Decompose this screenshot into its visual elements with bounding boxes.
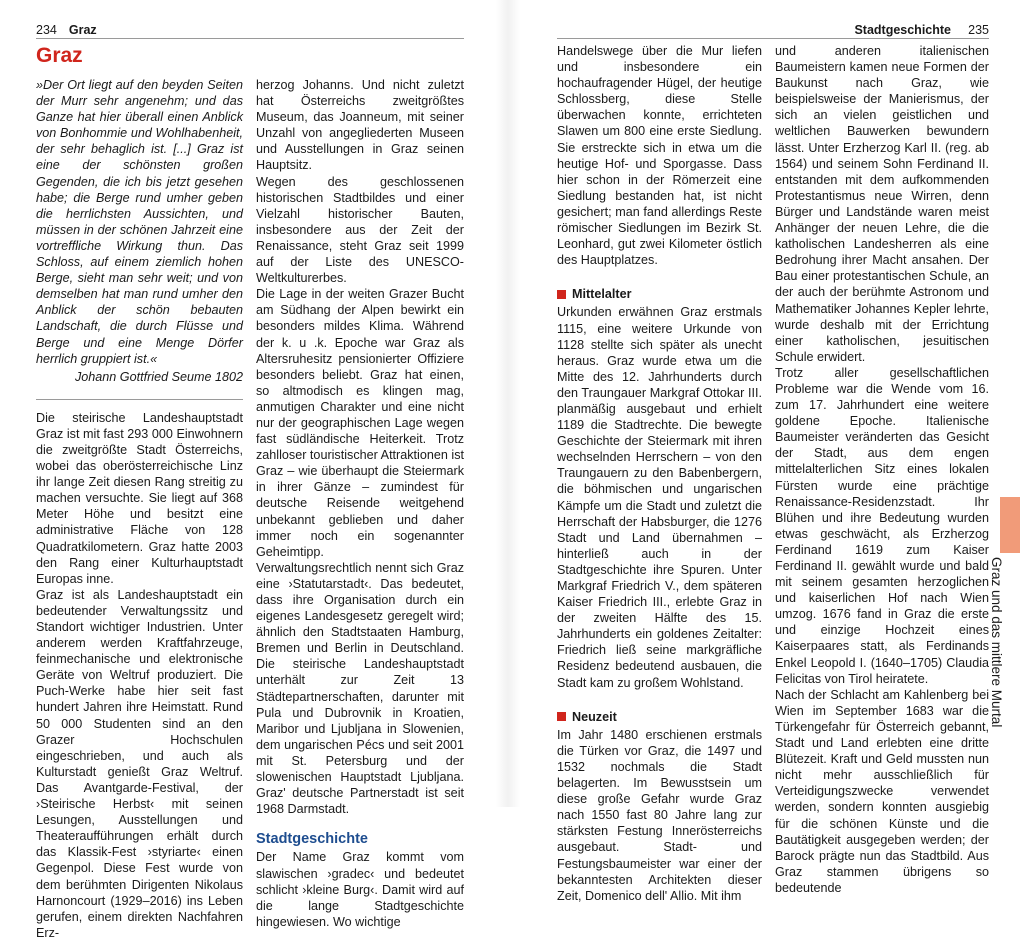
red-square-bullet-icon xyxy=(557,712,566,721)
body-paragraph: Trotz aller gesellschaftlichen Probleme war die Wende vom 16. zum 17. Jahrhundert eine weitere goldene Epoche. Italienische Baumeister veränderten das Gesicht der Stadt, aus dem engen mittelalterlichen Sitz eines lokalen Fürsten wurde eine prächtige Renaissance-Residenzstadt. Ihr Blühen und ihre Bedeutung wurden etwas geschwächt, als Erzherzog Ferdinand 1619 zum Kaiser Ferdinand II. gewählt wurde und bald mit seinem gesamten herzoglichen und kaiserlichen Hof nach Wien umzog. 1676 fand in Graz die erste und einzige Hochzeit eines Kaiserpaares statt, als Ferdinands Enkel Leopold I. (1640–1705) Claudia Felicitas von Tirol heiratete. xyxy=(775,365,989,686)
book-gutter xyxy=(496,0,520,807)
body-paragraph: Nach der Schlacht am Kahlenberg bei Wien im September 1683 war die Türkengefahr für Österreich gebannt, Stadt und Land erlebten eine dritte Blütezeit. Kraft und Geld mussten nun nicht mehr ausschließlich für Verteidigungszwecke verwendet werden, sondern konnten ausgiebig für die schönen Künste und die Bautätigkeit ausgegeben werden; der Barock prägte nun das Stadtbild. Aus Graz stammen übrigens so bedeutende xyxy=(775,687,989,895)
section-heading-neuzeit: Neuzeit xyxy=(557,709,762,725)
left-column-2 xyxy=(256,77,464,930)
left-running-title: Graz xyxy=(68,23,97,37)
right-page-number: 235 xyxy=(968,23,989,37)
epigraph-divider xyxy=(36,399,243,400)
body-paragraph: Handelswege über die Mur liefen und insbesondere ein hochaufragender Hügel, der heutige Schlossberg, diese Stelle überwachen konnte, errichteten Slawen um 800 eine erste Siedlung. Sie erstreckte sich in etwa um die heutige Hof- und Sporgasse. Dass hier schon in der Römerzeit eine Siedlung bestanden hat, ist nicht gesichert; man fand allerdings Reste römischer Siedlungen im Bezirk St. Leonhard, gut zwei Kilometer östlich des Hauptplatzes. xyxy=(557,44,762,268)
body-paragraph: Verwaltungsrechtlich nennt sich Graz eine ›Statutarstadt‹. Das bedeutet, dass ihre Organisation durch ein eigenes Landesgesetz geregelt wird; ähnlich den Stadtstaaten Hamburg, Bremen und Berlin in Deutschland. Die steirische Landeshauptstadt unterhält zur Zeit 13 Städtepartnerschaften, darunter mit Pula und Dubrovnik in Kroatien, Maribor und Ljubljana in Slowenien, dem ungarischen Pécs und seit 2001 mit St. Petersburg und der slowenischen Hauptstadt Ljubljana. Graz' deutsche Partnerstadt ist seit 1968 Darmstadt. xyxy=(256,560,464,817)
epigraph-quote: »Der Ort liegt auf den beyden Seiten der Murr sehr angenehm; und das Ganze hat hier überall einen Anblick von Bonhommie und Wohlhabenheit, der sehr behaglich ist. [...] Graz ist eine der schönsten großen Gegenden, die ich bis jetzt gesehen habe; die Berge rund umher geben die herrlichsten Aussichten, und müssen in der schönen Jahrzeit eine vortreffliche Wirkung thun. Das Schloss, auf einem ziemlich hohen Berge, sieht man sehr weit; und von demselben hat man rund umher den Anblick der schön bebauten Landschaft, die durch Flüsse und Berge und eine Menge Dörfer herrlich gruppiert ist.« xyxy=(36,78,243,366)
right-column-1 xyxy=(557,43,762,904)
chapter-side-label xyxy=(984,557,1020,727)
body-paragraph: Die steirische Landeshauptstadt Graz ist mit fast 293 000 Einwohnern die zweitgrößte Stadt Österreichs, wobei das oberösterreichische Linz ihr lange Zeit diesen Rang streitig zu machen versuchte. Sie liegt auf 368 Meter Höhe und besitzt eine administrative Fläche von 128 Quadratkilometern. Graz hatte 2003 den Rang einer Kulturhauptstadt Europas inne. xyxy=(36,410,243,586)
body-paragraph: Graz ist als Landeshauptstadt ein bedeutender Verwaltungssitz und Standort wichtiger Industrien. Unter anderem werden Kraftfahrzeuge, feinmechanische und elektronische Geräte von Weltruf produziert. Die Puch-Werke habe hier seit fast hundert Jahren ihre Heimstatt. Rund 50 000 Studenten sind an den Grazer Hochschulen eingeschrieben, und auch als Kulturstadt genießt Graz Weltruf. Das Avantgarde-Festival, der ›Steirische Herbst‹ mit seinen Lesungen, Ausstellungen und Theateraufführungen erhält durch das Klassik-Fest ›styriarte‹ einen Gegenpol. Diese Fest wurde von dem berühmten Dirigenten Nikolaus Harnoncourt (1929–2016) ins Leben gerufen, einem direkten Nachfahren Erz- xyxy=(36,587,243,940)
left-page-number: 234 xyxy=(36,23,57,37)
body-paragraph: Urkunden erwähnen Graz erstmals 1115, eine weitere Urkunde von 1128 stellte sich später als unecht heraus. Graz wurde etwa um die Mitte des 12. Jahrhunderts durch den Traungauer Markgraf Ottokar III. planmäßig ausgebaut und erhielt 1189 die Stadtrechte. Die bewegte Geschichte der Steiermark mit ihren wechselnden Herrschern – von den Traungauern zu den Babenbergern, die böhmischen und ungarischen Kämpfe um die Stadt und zuletzt die Herrschaft der Habsburger, die 1276 Stadt und Land übernahmen – hinterließ auch in der Stadtgeschichte ihre Spuren. Unter Markgraf Friedrich V., dem späteren Kaiser Friedrich III., erlebte Graz in der zweiten Hälfte des 15. Jahrhunderts ein goldenes Zeitalter: Friedrich ließ seine markgräfliche Residenz bedeutend ausbauen, die Stadt kam zu großem Wohlstand. xyxy=(557,305,762,690)
left-page xyxy=(0,0,496,940)
right-running-header xyxy=(557,22,989,39)
right-page xyxy=(520,0,1020,903)
chapter-side-label-text: Graz und das mittlere Murtal xyxy=(989,557,1004,728)
body-paragraph: herzog Johanns. Und nicht zuletzt hat Österreichs zweitgrößtes Museum, das Joanneum, mit seiner Unzahl von angegliederten Museen und Ausstellungen in Graz seinen Hauptsitz. xyxy=(256,78,464,173)
section-heading-mittelalter: Mittelalter xyxy=(557,286,762,302)
body-paragraph: Der Name Graz kommt vom slawischen ›gradec‹ und bedeutet schlicht ›kleine Burg‹. Damit wird auf die lange Stadtgeschichte hingewiesen. Wo wichtige xyxy=(256,850,464,929)
red-square-bullet-icon xyxy=(557,290,566,299)
chapter-thumb-tab xyxy=(1000,497,1020,553)
chapter-title: Graz xyxy=(36,44,83,67)
section-heading-stadtgeschichte: Stadtgeschichte xyxy=(256,831,368,848)
left-column-1 xyxy=(36,77,243,941)
body-paragraph: und anderen italienischen Baumeistern kamen neue Formen der Baukunst nach Graz, wie beispielsweise der Manierismus, der sich an vielen geistlichen und weltlichen Bauwerken bewundern lässt. Unter Erzherzog Karl II. (reg. ab 1564) und seinem Sohn Ferdinand II. entstanden mit dem aufkommenden Protestantismus neue Wirren, denn Bürger und Landstände waren meist Anhänger der neuen Lehre, die die katholischen Landesherren als eine Bedrohung ihrer Macht ansahen. Der Bau einer protestantischen Schule, an der auch der berühmte Astronom und Mathematiker Johannes Kepler lehrte, wurde deshalb mit der Errichtung einer katholischen, jesuitischen Schule erwidert. xyxy=(775,44,989,364)
epigraph-author: Johann Gottfried Seume 1802 xyxy=(74,369,243,384)
body-paragraph: Wegen des geschlossenen historischen Stadtbildes und einer Vielzahl historischer Bauten, insbesondere aus der Zeit der Renaissance, steht Graz seit 1999 auf der Liste des UNESCO-Weltkulturerbes. xyxy=(256,174,464,286)
left-running-header xyxy=(36,22,464,39)
right-running-title: Stadtgeschichte xyxy=(854,23,951,37)
right-column-2 xyxy=(775,43,989,896)
body-paragraph: Die Lage in der weiten Grazer Bucht am Südhang der Alpen bewirkt ein besonders mildes Klima. Während der k. u .k. Epoche war Graz als Altersruhesitz pensionierter Offiziere besonders beliebt. Graz hat einen, so altmodisch es klingen mag, anmutigen Charakter und eine nicht nur der geographischen Lage wegen fast südländische Heiterkeit. Trotz zahlloser touristischer Attraktionen ist Graz – wie überhaupt die Steiermark in ihrer Gänze – zumindest für deutsche Reisende weitgehend unbekannt geblieben und daher immer noch ein sogenannter Geheimtipp. xyxy=(256,287,464,559)
body-paragraph: Im Jahr 1480 erschienen erstmals die Türken vor Graz, die 1497 und 1532 nochmals die Stadt belagerten. Im Bewusstsein um diese große Gefahr wurde Graz nach 1550 fast 80 Jahre lang zur stärksten Festung Innerösterreichs ausgebaut. Stadt- und Festungsbaumeister war einer der bekanntesten Architekten dieser Zeit, Domenico dell' Allio. Mit ihm xyxy=(557,727,762,903)
